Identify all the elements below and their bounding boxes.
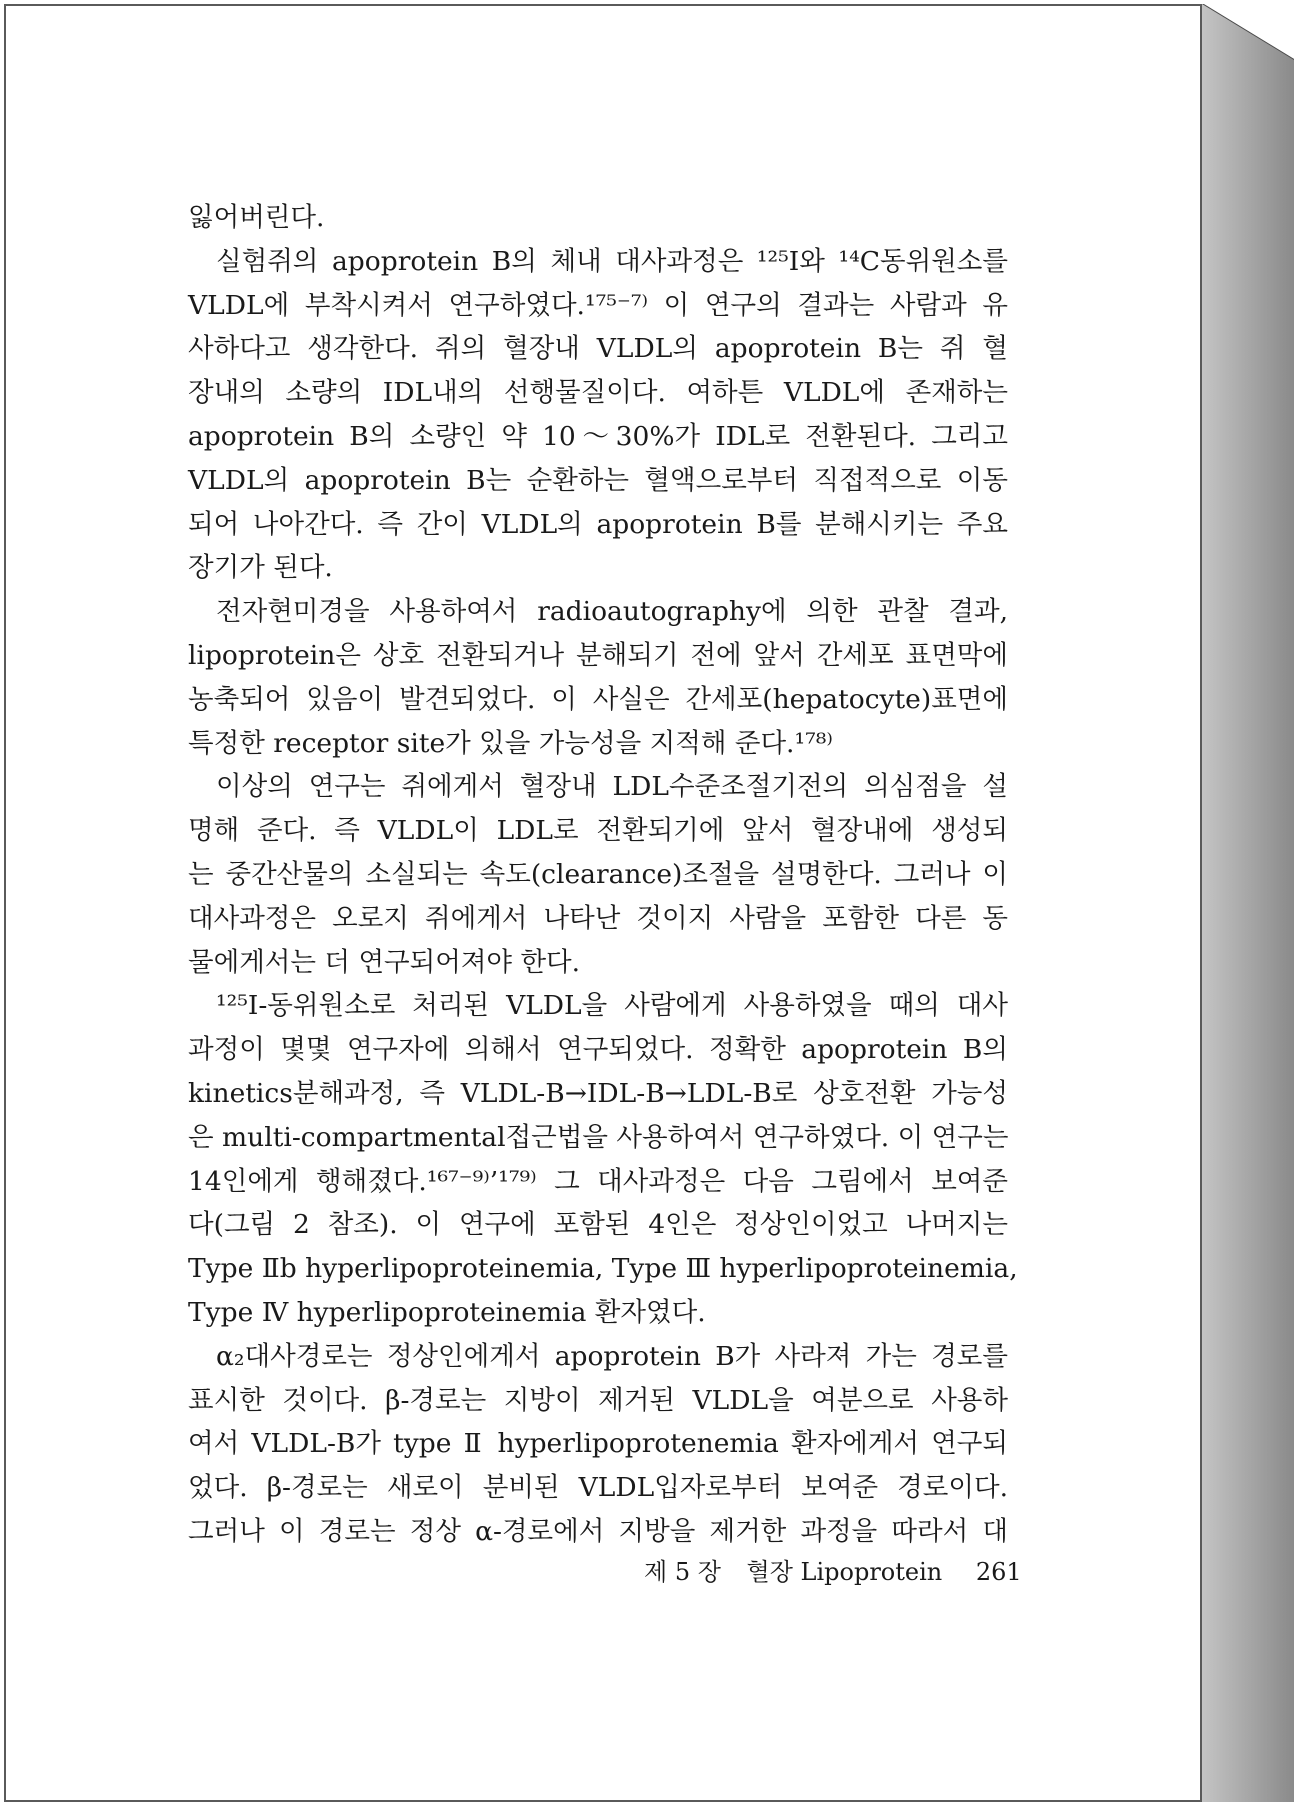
chapter-label: 제 5 장 [644, 1558, 721, 1586]
text-line: 그러나 이 경로는 정상 α-경로에서 지방을 제거한 과정을 따라서 대 [188, 1515, 1008, 1547]
text-line: 명해 준다. 즉 VLDL이 LDL로 전환되기에 앞서 혈장내에 생성되 [188, 815, 1008, 847]
text-line: 사하다고 생각한다. 쥐의 혈장내 VLDL의 apoprotein B는 쥐 혈 [188, 333, 1008, 365]
text-line: apoprotein B의 소량인 약 10～30%가 IDL로 전환된다. 그리고 [188, 420, 1008, 452]
text-line: α₂대사경로는 정상인에게서 apoprotein B가 사라져 가는 경로를 [216, 1340, 1008, 1372]
text-line: 장기가 된다. [188, 552, 333, 584]
text-line: 잃어버린다. [188, 202, 325, 233]
text-line: lipoprotein은 상호 전환되거나 분해되기 전에 앞서 간세포 표면막에 [188, 639, 1008, 671]
text-line: 다(그림 2 참조). 이 연구에 포함된 4인은 정상인이었고 나머지는 [188, 1209, 1008, 1241]
text-line: VLDL에 부착시켜서 연구하였다.¹⁷⁵⁻⁷⁾ 이 연구의 결과는 사람과 유 [188, 289, 1008, 321]
text-line: 농축되어 있음이 발견되었다. 이 사실은 간세포(hepatocyte)표면에 [188, 683, 1008, 715]
text-line: 전자현미경을 사용하여서 radioautography에 의한 관찰 결과, [216, 596, 1008, 628]
running-title: 혈장 Lipoprotein [746, 1558, 943, 1586]
page-number: 261 [975, 1558, 1022, 1586]
page-stack-edge [1202, 4, 1294, 1802]
text-line: kinetics분해과정, 즉 VLDL-B→IDL-B→LDL-B로 상호전환 가능성 [188, 1077, 1008, 1109]
text-line: VLDL의 apoprotein B는 순환하는 혈액으로부터 직접적으로 이동 [188, 464, 1008, 496]
text-line: 은 multi-compartmental접근법을 사용하여서 연구하였다. 이 연구는 [188, 1121, 1009, 1153]
page-footer [644, 1552, 1022, 1587]
text-line: 여서 VLDL-B가 type Ⅱ hyperlipoprotenemia 환자에게서 연구되 [188, 1428, 1008, 1460]
text-line: 었다. β-경로는 새로이 분비된 VLDL입자로부터 보여준 경로이다. [188, 1472, 1008, 1504]
text-line: 이상의 연구는 쥐에게서 혈장내 LDL수준조절기전의 의심점을 설 [216, 771, 1008, 803]
text-line: ¹²⁵I-동위원소로 처리된 VLDL을 사람에게 사용하였을 때의 대사 [216, 990, 1008, 1022]
text-line: 14인에게 행해졌다.¹⁶⁷⁻⁹⁾’¹⁷⁹⁾ 그 대사과정은 다음 그림에서 보여준 [188, 1165, 1008, 1197]
text-line: Type Ⅳ hyperlipoproteinemia 환자였다. [188, 1296, 706, 1328]
text-line: 는 중간산물의 소실되는 속도(clearance)조절을 설명한다. 그러나 이 [188, 858, 1008, 890]
text-line: 실험쥐의 apoprotein B의 체내 대사과정은 ¹²⁵I와 ¹⁴C동위원소를 [216, 245, 1008, 277]
text-line: 표시한 것이다. β-경로는 지방이 제거된 VLDL을 여분으로 사용하 [188, 1384, 1008, 1416]
text-line: Type Ⅱb hyperlipoproteinemia, Type Ⅲ hyperlipoproteinemia, [188, 1253, 1018, 1285]
text-line: 과정이 몇몇 연구자에 의해서 연구되었다. 정확한 apoprotein B의 [188, 1034, 1008, 1066]
text-line: 되어 나아간다. 즉 간이 VLDL의 apoprotein B를 분해시키는 주요 [188, 508, 1008, 540]
body-text [188, 196, 1018, 1554]
text-line: 대사과정은 오로지 쥐에게서 나타난 것이지 사람을 포함한 다른 동 [188, 902, 1008, 934]
text-line: 장내의 소량의 IDL내의 선행물질이다. 여하튼 VLDL에 존재하는 [188, 377, 1008, 409]
text-line: 특정한 receptor site가 있을 가능성을 지적해 준다.¹⁷⁸⁾ [188, 727, 833, 759]
text-line: 물에게서는 더 연구되어져야 한다. [188, 946, 581, 978]
